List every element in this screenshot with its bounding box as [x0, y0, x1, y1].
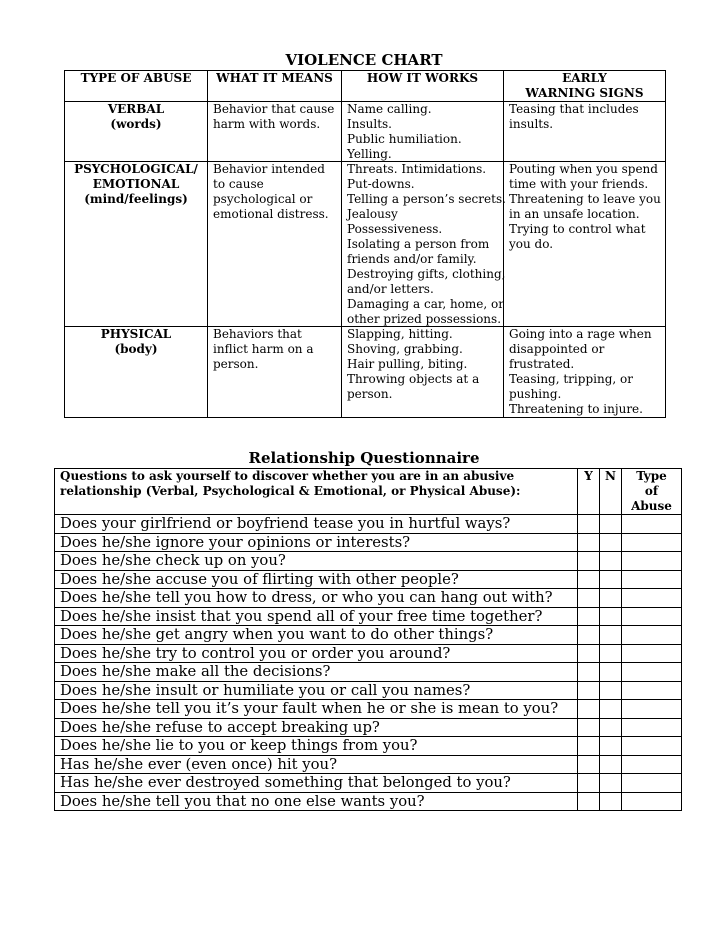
- questionnaire-table: [54, 468, 682, 811]
- violence-row-physical: [65, 327, 666, 417]
- works-cell: Name calling. Insults. Public humiliation. Yelling.: [342, 101, 504, 162]
- no-answer-cell[interactable]: [600, 570, 622, 589]
- header-early-warning-signs: EARLY WARNING SIGNS: [504, 71, 666, 102]
- question-row: [55, 533, 682, 552]
- question-row: [55, 737, 682, 756]
- question-rows: [55, 515, 682, 811]
- question-row: [55, 663, 682, 682]
- type-of-abuse-cell[interactable]: [622, 533, 682, 552]
- yes-answer-cell[interactable]: [578, 663, 600, 682]
- works-cell: Threats. Intimidations. Put-downs. Telling a person’s secrets. Jealousy Possessiveness. Isolating a person from friends and/or family. Destroying gifts, clothing, and/or letters. Damaging a car, home, or other prized possessions.: [342, 162, 504, 327]
- no-answer-cell[interactable]: [600, 533, 622, 552]
- question-row: [55, 774, 682, 793]
- no-answer-cell[interactable]: [600, 755, 622, 774]
- yes-answer-cell[interactable]: [578, 755, 600, 774]
- type-of-abuse-cell[interactable]: [622, 718, 682, 737]
- question-text: Does he/she insult or humiliate you or call you names?: [55, 681, 578, 700]
- means-cell: Behaviors that inflict harm on a person.: [208, 327, 342, 417]
- question-row: [55, 792, 682, 811]
- question-text: Has he/she ever (even once) hit you?: [55, 755, 578, 774]
- type-of-abuse-cell[interactable]: [622, 589, 682, 608]
- header-what-it-means: WHAT IT MEANS: [208, 71, 342, 102]
- yes-answer-cell[interactable]: [578, 533, 600, 552]
- yes-answer-cell[interactable]: [578, 515, 600, 534]
- no-answer-cell[interactable]: [600, 681, 622, 700]
- type-cell: PHYSICAL (body): [65, 327, 208, 417]
- signs-cell: Going into a rage when disappointed or frustrated. Teasing, tripping, or pushing. Threatening to injure.: [504, 327, 666, 417]
- header-how-it-works: HOW IT WORKS: [342, 71, 504, 102]
- signs-cell: Teasing that includes insults.: [504, 101, 666, 162]
- type-of-abuse-cell[interactable]: [622, 570, 682, 589]
- no-answer-cell[interactable]: [600, 626, 622, 645]
- no-answer-cell[interactable]: [600, 718, 622, 737]
- header-type-of-abuse: TYPE OF ABUSE: [65, 71, 208, 102]
- type-of-abuse-cell[interactable]: [622, 755, 682, 774]
- yes-answer-cell[interactable]: [578, 552, 600, 571]
- yes-answer-cell[interactable]: [578, 644, 600, 663]
- type-of-abuse-cell[interactable]: [622, 700, 682, 719]
- question-text: Does he/she tell you it’s your fault when he or she is mean to you?: [55, 700, 578, 719]
- no-answer-cell[interactable]: [600, 663, 622, 682]
- yes-answer-cell[interactable]: [578, 626, 600, 645]
- yes-answer-cell[interactable]: [578, 774, 600, 793]
- question-text: Does he/she try to control you or order you around?: [55, 644, 578, 663]
- question-row: [55, 515, 682, 534]
- question-row: [55, 681, 682, 700]
- question-text: Does he/she lie to you or keep things from you?: [55, 737, 578, 756]
- yes-answer-cell[interactable]: [578, 681, 600, 700]
- no-answer-cell[interactable]: [600, 552, 622, 571]
- type-of-abuse-cell[interactable]: [622, 737, 682, 756]
- no-header: N: [600, 469, 622, 515]
- type-of-abuse-cell[interactable]: [622, 681, 682, 700]
- question-row: [55, 700, 682, 719]
- means-cell: Behavior intended to cause psychological or emotional distress.: [208, 162, 342, 327]
- no-answer-cell[interactable]: [600, 792, 622, 811]
- means-cell: Behavior that cause harm with words.: [208, 101, 342, 162]
- question-text: Does he/she check up on you?: [55, 552, 578, 571]
- no-answer-cell[interactable]: [600, 515, 622, 534]
- type-of-abuse-cell[interactable]: [622, 774, 682, 793]
- yes-answer-cell[interactable]: [578, 607, 600, 626]
- question-text: Does he/she accuse you of flirting with other people?: [55, 570, 578, 589]
- no-answer-cell[interactable]: [600, 774, 622, 793]
- yes-answer-cell[interactable]: [578, 718, 600, 737]
- violence-chart-table: [64, 70, 666, 418]
- question-text: Does your girlfriend or boyfriend tease you in hurtful ways?: [55, 515, 578, 534]
- question-row: [55, 552, 682, 571]
- question-text: Does he/she insist that you spend all of your free time together?: [55, 607, 578, 626]
- yes-answer-cell[interactable]: [578, 792, 600, 811]
- yes-answer-cell[interactable]: [578, 737, 600, 756]
- violence-row-verbal: [65, 101, 666, 162]
- no-answer-cell[interactable]: [600, 644, 622, 663]
- question-text: Does he/she refuse to accept breaking up?: [55, 718, 578, 737]
- question-row: [55, 644, 682, 663]
- question-text: Does he/she tell you how to dress, or who you can hang out with?: [55, 589, 578, 608]
- violence-row-psychological: [65, 162, 666, 327]
- type-of-abuse-cell[interactable]: [622, 552, 682, 571]
- type-of-abuse-header: Type of Abuse: [622, 469, 682, 515]
- type-of-abuse-cell[interactable]: [622, 515, 682, 534]
- questionnaire-title: Relationship Questionnaire: [248, 449, 480, 467]
- signs-cell: Pouting when you spend time with your friends. Threatening to leave you in an unsafe location. Trying to control what you do.: [504, 162, 666, 327]
- type-of-abuse-cell[interactable]: [622, 607, 682, 626]
- no-answer-cell[interactable]: [600, 700, 622, 719]
- questionnaire-header-row: [55, 469, 682, 515]
- violence-chart-header-row: [65, 71, 666, 102]
- no-answer-cell[interactable]: [600, 737, 622, 756]
- yes-header: Y: [578, 469, 600, 515]
- question-row: [55, 570, 682, 589]
- yes-answer-cell[interactable]: [578, 700, 600, 719]
- no-answer-cell[interactable]: [600, 589, 622, 608]
- yes-answer-cell[interactable]: [578, 589, 600, 608]
- type-cell: VERBAL (words): [65, 101, 208, 162]
- question-text: Has he/she ever destroyed something that belonged to you?: [55, 774, 578, 793]
- works-cell: Slapping, hitting. Shoving, grabbing. Hair pulling, biting. Throwing objects at a person.: [342, 327, 504, 417]
- type-of-abuse-cell[interactable]: [622, 663, 682, 682]
- type-of-abuse-cell[interactable]: [622, 792, 682, 811]
- question-row: [55, 718, 682, 737]
- question-text: Does he/she tell you that no one else wants you?: [55, 792, 578, 811]
- question-text: Does he/she make all the decisions?: [55, 663, 578, 682]
- question-row: [55, 626, 682, 645]
- question-row: [55, 755, 682, 774]
- question-row: [55, 589, 682, 608]
- type-of-abuse-cell[interactable]: [622, 626, 682, 645]
- no-answer-cell[interactable]: [600, 607, 622, 626]
- type-of-abuse-cell[interactable]: [622, 644, 682, 663]
- question-text: Does he/she get angry when you want to do other things?: [55, 626, 578, 645]
- questions-header: Questions to ask yourself to discover whether you are in an abusive relationship (Verbal, Psychological & Emotional, or Physical Abuse):: [55, 469, 578, 515]
- question-text: Does he/she ignore your opinions or interests?: [55, 533, 578, 552]
- yes-answer-cell[interactable]: [578, 570, 600, 589]
- type-cell: PSYCHOLOGICAL/ EMOTIONAL (mind/feelings): [65, 162, 208, 327]
- question-row: [55, 607, 682, 626]
- violence-chart-title: VIOLENCE CHART: [285, 51, 443, 69]
